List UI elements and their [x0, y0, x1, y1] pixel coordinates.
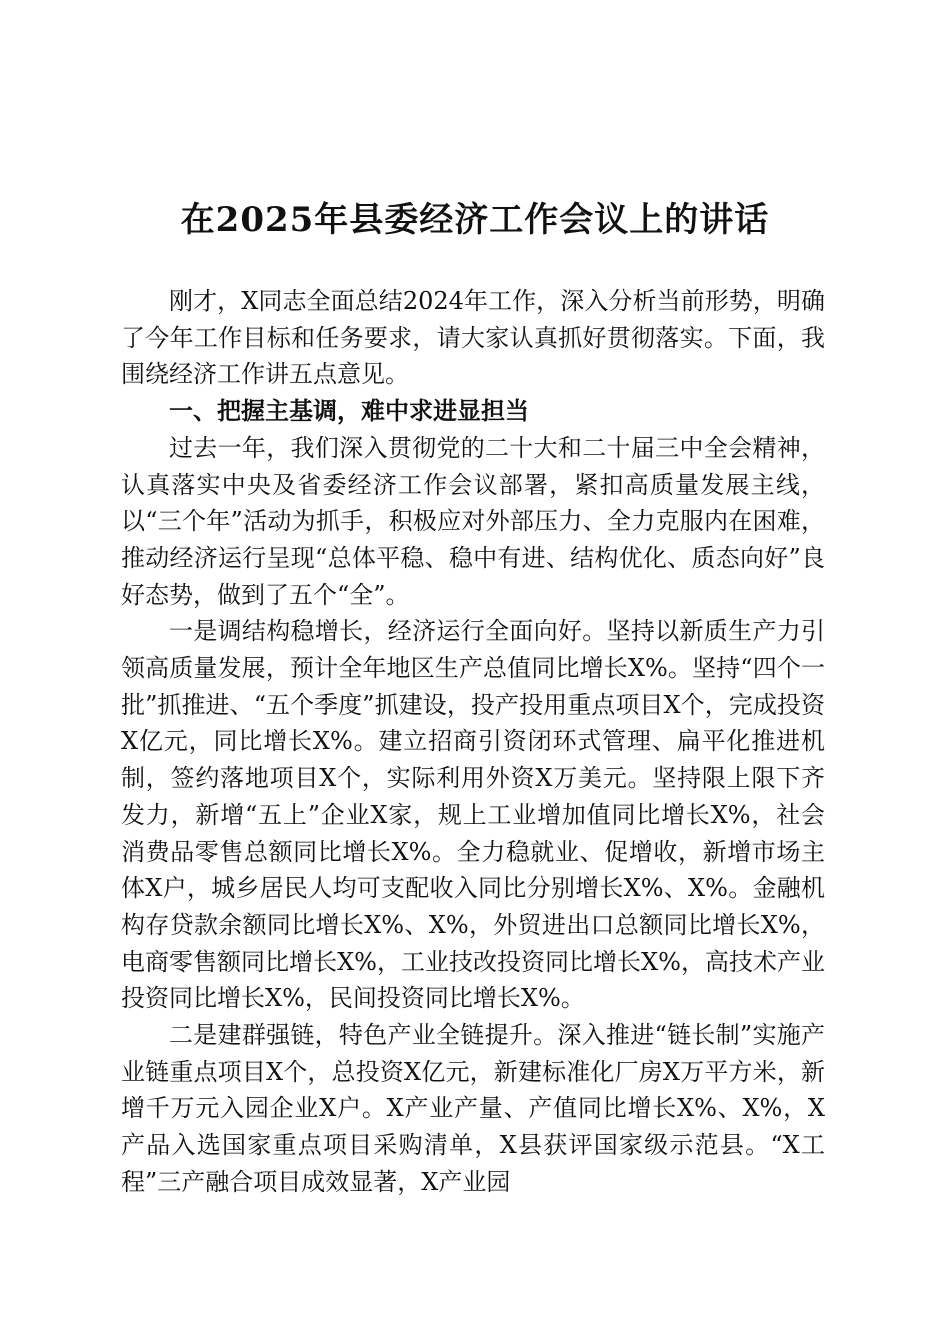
body-paragraph-3: 二是建群强链，特色产业全链提升。深入推进“链长制”实施产业链重点项目X个，总投资X亿元，新建标准化厂房X万平方米，新增千万元入园企业X户。X产业产量、产值同比增长X%、X%，X产品入选国家重点项目采购清单，X县获评国家级示范县。“X工程”三产融合项目成效显著，X产业园	[121, 1021, 825, 1196]
section-heading-1: 一、把握主基调，难中求进显担当	[169, 397, 529, 426]
body-paragraph-1: 过去一年，我们深入贯彻党的二十大和二十届三中全会精神，认真落实中央及省委经济工作会议部署，紧扣高质量发展主线，以“三个年”活动为抓手，积极应对外部压力、全力克服内在困难，推动经济运行呈现“总体平稳、稳中有进、结构优化、质态向好”良好态势，做到了五个“全”。	[121, 433, 825, 609]
document-title: 在2025年县委经济工作会议上的讲话	[180, 200, 770, 240]
document-body	[121, 283, 825, 1201]
intro-paragraph: 刚才，X同志全面总结2024年工作，深入分析当前形势，明确了今年工作目标和任务要求，请大家认真抓好贯彻落实。下面，我围绕经济工作讲五点意见。	[121, 287, 825, 389]
body-paragraph-2: 一是调结构稳增长，经济运行全面向好。坚持以新质生产力引领高质量发展，预计全年地区生产总值同比增长X%。坚持“四个一批”抓推进、“五个季度”抓建设，投产投用重点项目X个，完成投资X亿元，同比增长X%。建立招商引资闭环式管理、扁平化推进机制，签约落地项目X个，实际利用外资X万美元。坚持限上限下齐发力，新增“五上”企业X家，规上工业增加值同比增长X%，社会消费品零售总额同比增长X%。全力稳就业、促增收，新增市场主体X户，城乡居民人均可支配收入同比分别增长X%、X%。金融机构存贷款余额同比增长X%、X%，外贸进出口总额同比增长X%，电商零售额同比增长X%，工业技改投资同比增长X%，高技术产业投资同比增长X%，民间投资同比增长X%。	[121, 617, 825, 1013]
